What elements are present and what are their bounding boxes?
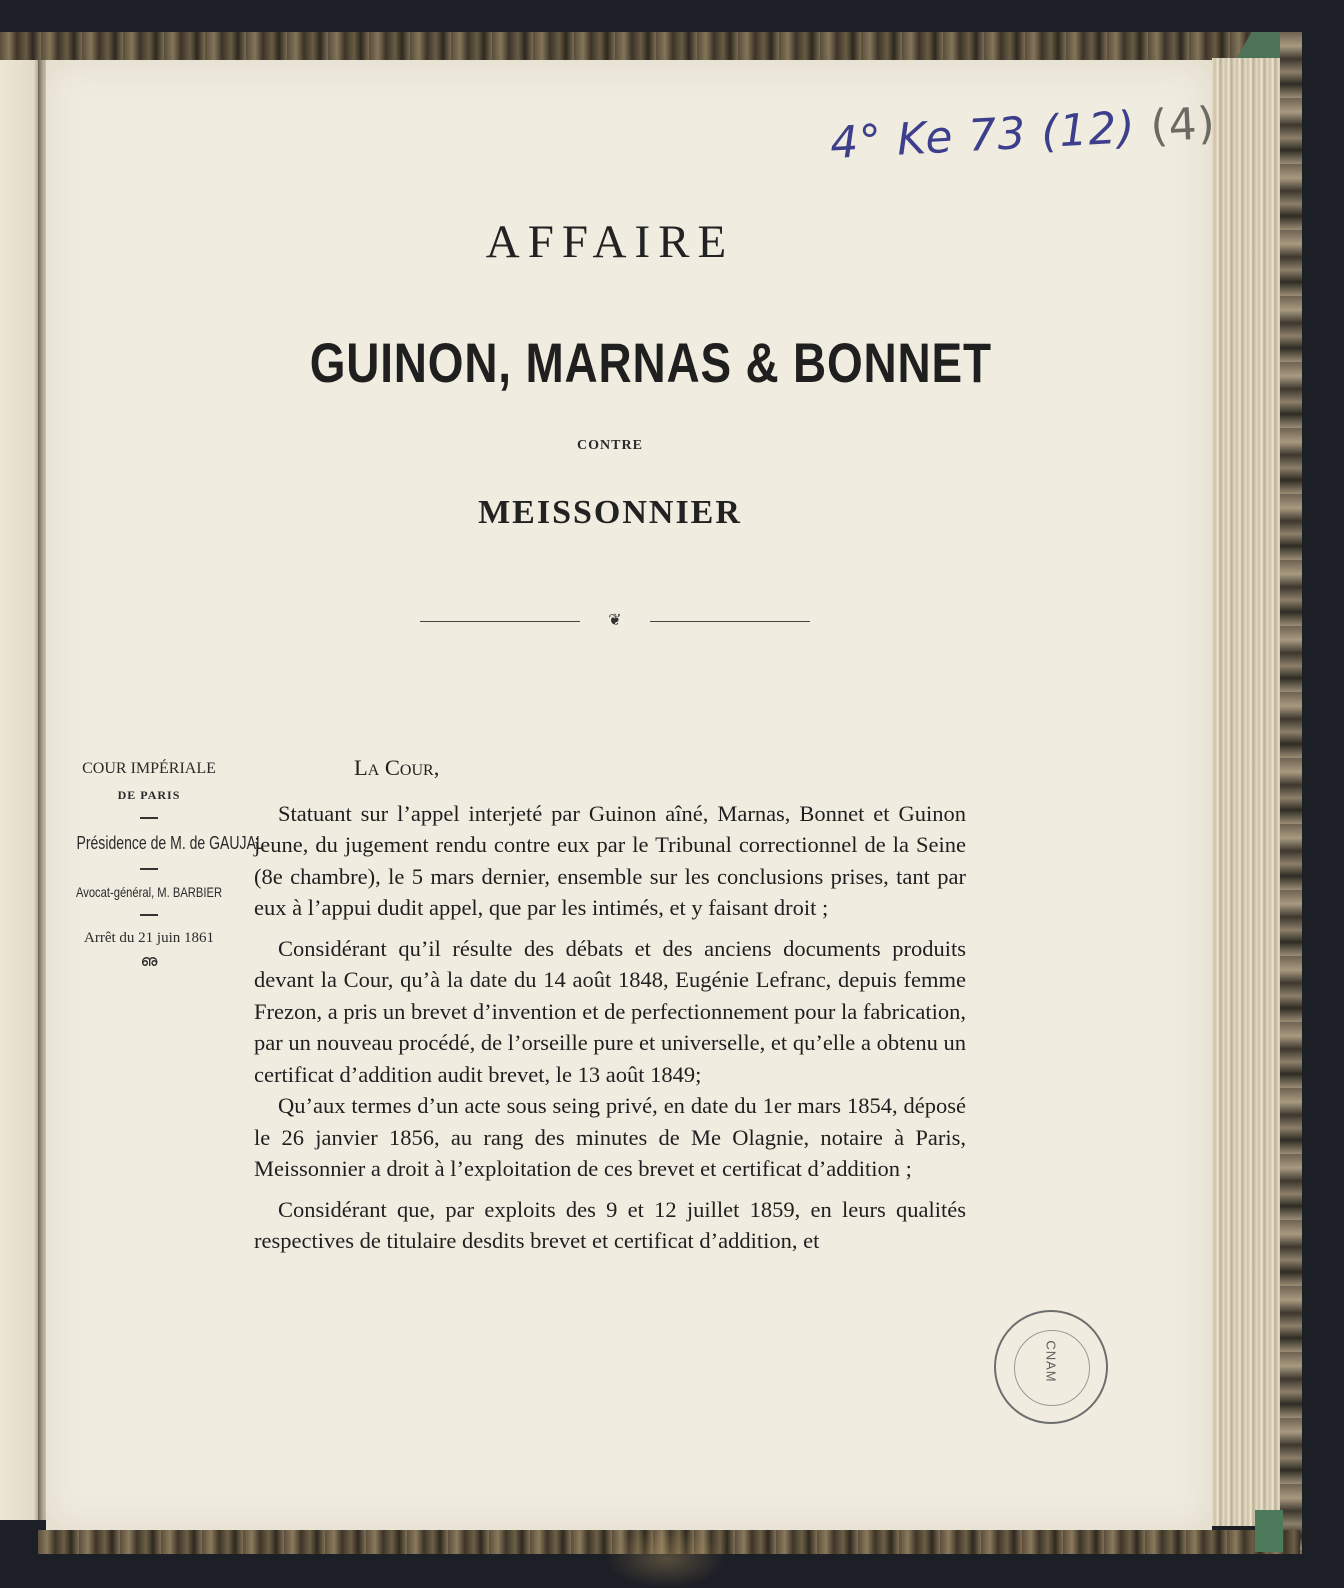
flourish-ornament-icon: ഌ [140,953,158,970]
advocate-general: Avocat-général, M. BARBIER [75,884,223,900]
paragraph: Statuant sur l’appel interjeté par Guinon aîné, Marnas, Bonnet et Guinon jeune, du jugement rendu contre eux par le Tribunal correctionnel de la Seine (8e chambre), le 5 mars dernier, ensemble sur les conclusions prises, tant par eux à l’appui dudit appel, que par les intimés, et y faisant droit ; [254,800,966,920]
judgment-date: Arrêt du 21 juin 1861 [84,930,214,946]
stamp-center-text: CNAM [1043,1340,1059,1383]
page-edges-stack [1212,58,1280,1526]
fleuron-ornament-icon: ❦ [580,610,650,630]
title-defendant: MEISSONNIER [478,494,742,531]
shelfmark-pencil: (4) [1149,97,1218,153]
presiding-judge: Présidence de M. de GAUJAL [76,833,264,853]
paper-stain [606,1530,726,1588]
paragraph: Qu’aux termes d’un acte sous seing privé, en date du 1er mars 1854, déposé le 26 janvier 1856, au rang des minutes de Me Olagnie, notaire à Paris, Meissonnier a droit à l’exploitation de ces brevet et certificat d’addition ; [254,1093,966,1181]
title-contre: CONTRE [577,438,643,453]
paragraph: Considérant qu’il résulte des débats et des anciens documents produits devant la Cour, qu’à la date du 14 août 1848, Eugénie Lefranc, depuis femme Frezon, a pris un brevet d’invention et de perfectionnement pour la fabrication, par un nouveau procédé, de l’orseille pure et universelle, et qu’elle a obtenu un certificat d’addition audit brevet, le 13 août 1849; [254,935,966,1087]
margin-note [56,760,264,971]
facing-page-edge [0,60,42,1520]
separator-dash [140,817,158,819]
cover-corner-bottom [1255,1510,1283,1552]
court-city: DE PARIS [117,788,181,802]
separator-dash [140,914,158,916]
book-cover-right-edge [1280,32,1302,1554]
paragraph: Considérant que, par exploits des 9 et 12 juillet 1859, en leurs qualités respectives de titulaire desdits brevet et certificat d’addition, et [254,1196,966,1253]
book-cover-top-edge [0,32,1300,62]
separator-dash [140,868,158,870]
judgment-text [254,752,966,1257]
title-parties: GUINON, MARNAS & BONNET [309,331,992,394]
shelfmark-ink: 4° Ke 73 (12) [828,102,1137,170]
title-affaire: AFFAIRE [485,216,735,268]
library-stamp [994,1310,1108,1424]
salutation: La Cour, [354,755,440,780]
court-name: COUR IMPÉRIALE [82,760,216,777]
book-gutter [38,60,46,1520]
